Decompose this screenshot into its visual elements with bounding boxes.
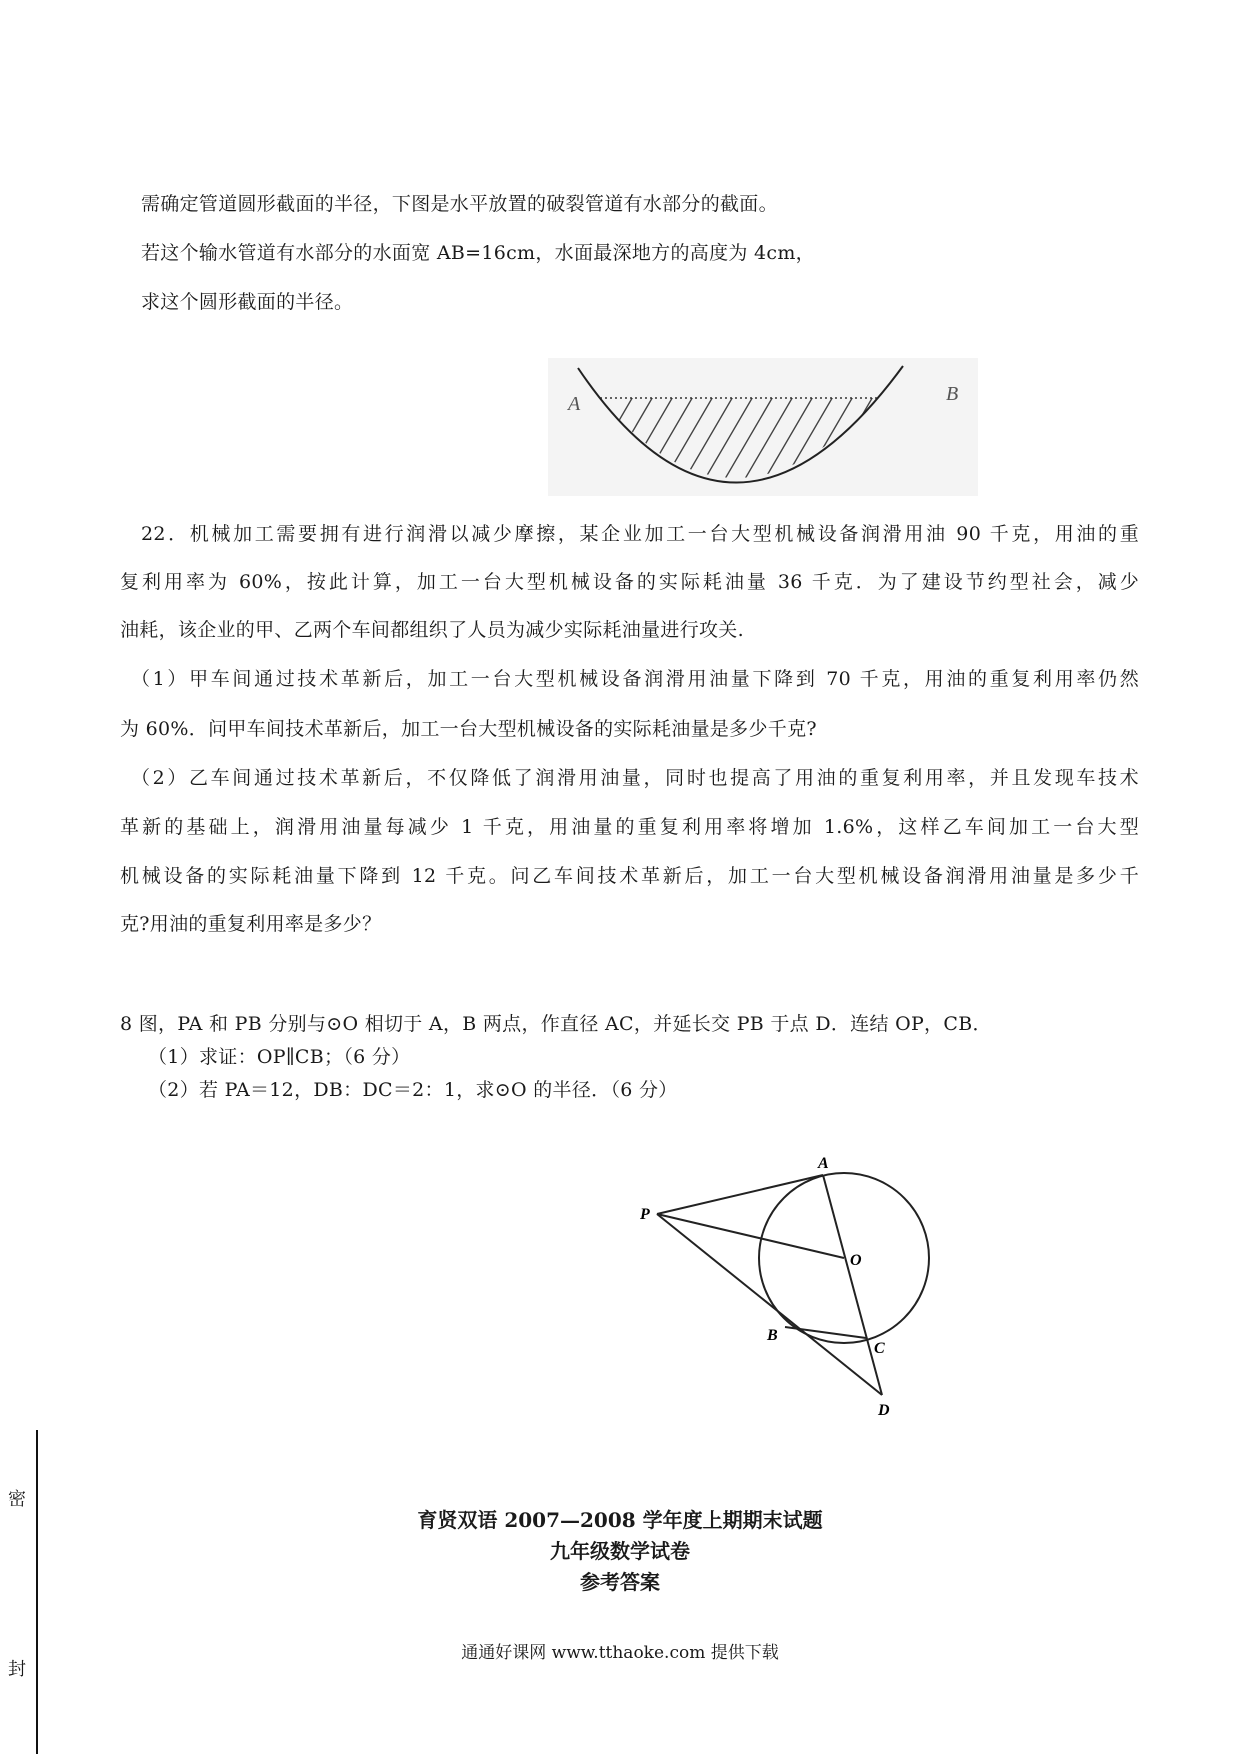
problem22-q1-line2: 为 60%．问甲车间技术革新后，加工一台大型机械设备的实际耗油量是多少千克? — [120, 718, 817, 740]
page-footer: 通通好课网 www.tthaoke.com 提供下载 — [461, 1643, 779, 1663]
binding-char-close: 封 — [8, 1659, 26, 1680]
label-b: B — [946, 383, 959, 405]
problem22-q2-line3: 机械设备的实际耗油量下降到 12 千克。问乙车间技术革新后，加工一台大型机械设备润滑用油量是多少千 — [120, 865, 1139, 887]
answer-title: 育贤双语 2007—2008 学年度上期期末试题 — [417, 1508, 823, 1532]
answer-heading: 参考答案 — [580, 1570, 660, 1594]
water-hatch — [568, 388, 918, 508]
problem22-q2-line2: 革新的基础上，润滑用油量每减少 1 千克，用油量的重复利用率将增加 1.6%，这样乙车间加工一台大型 — [120, 816, 1139, 838]
problem8-line1: 8 图，PA 和 PB 分别与⊙O 相切于 A，B 两点，作直径 AC，并延长交 PB 于点 D．连结 OP，CB． — [120, 1013, 992, 1035]
problem22-intro-line1: 22．机械加工需要拥有进行润滑以减少摩擦，某企业加工一台大型机械设备润滑用油 90 千克，用油的重 — [141, 523, 1139, 545]
label-b: B — [767, 1327, 778, 1344]
problem22-q1-line1: （1）甲车间通过技术革新后，加工一台大型机械设备润滑用油量下降到 70 千克，用油的重复利用率仍然 — [131, 668, 1139, 690]
segment-cb — [785, 1327, 866, 1338]
label-d: D — [878, 1402, 890, 1419]
segment-ad — [823, 1175, 882, 1395]
label-p: P — [640, 1206, 650, 1223]
binding-line — [36, 1430, 38, 1754]
problem22-intro-line3: 油耗，该企业的甲、乙两个车间都组织了人员为减少实际耗油量进行攻关. — [120, 619, 744, 641]
label-a: A — [818, 1155, 829, 1172]
pipe-arc — [578, 366, 903, 483]
segment-pa — [657, 1175, 823, 1214]
tangent-circle-figure — [630, 1150, 930, 1420]
problem22-intro-line2: 复利用率为 60%，按此计算，加工一台大型机械设备的实际耗油量 36 千克．为了建设节约型社会，减少 — [120, 571, 1139, 593]
pipe-figure — [548, 358, 978, 496]
problem8-line3: （2）若 PA＝12，DB：DC＝2：1，求⊙O 的半径．（6 分） — [148, 1079, 678, 1101]
pipe-figure-svg — [548, 358, 978, 496]
problem21-line1: 需确定管道圆形截面的半径，下图是水平放置的破裂管道有水部分的截面。 — [141, 193, 778, 215]
binding-char-seal: 密 — [8, 1489, 26, 1510]
label-c: C — [874, 1340, 885, 1357]
problem22-q2-line4: 克?用油的重复利用率是多少？ — [120, 913, 382, 935]
problem21-line3: 求这个圆形截面的半径。 — [141, 291, 354, 313]
answer-subtitle: 九年级数学试卷 — [550, 1539, 690, 1563]
label-o: O — [850, 1252, 862, 1269]
problem22-q2-line1: （2）乙车间通过技术革新后，不仅降低了润滑用油量，同时也提高了用油的重复利用率，并且发现车技术 — [131, 767, 1139, 789]
problem8-line2: （1）求证：OP∥CB；（6 分） — [148, 1046, 411, 1068]
label-a: A — [568, 393, 581, 415]
problem21-line2: 若这个输水管道有水部分的水面宽 AB=16cm，水面最深地方的高度为 4cm， — [141, 242, 815, 264]
